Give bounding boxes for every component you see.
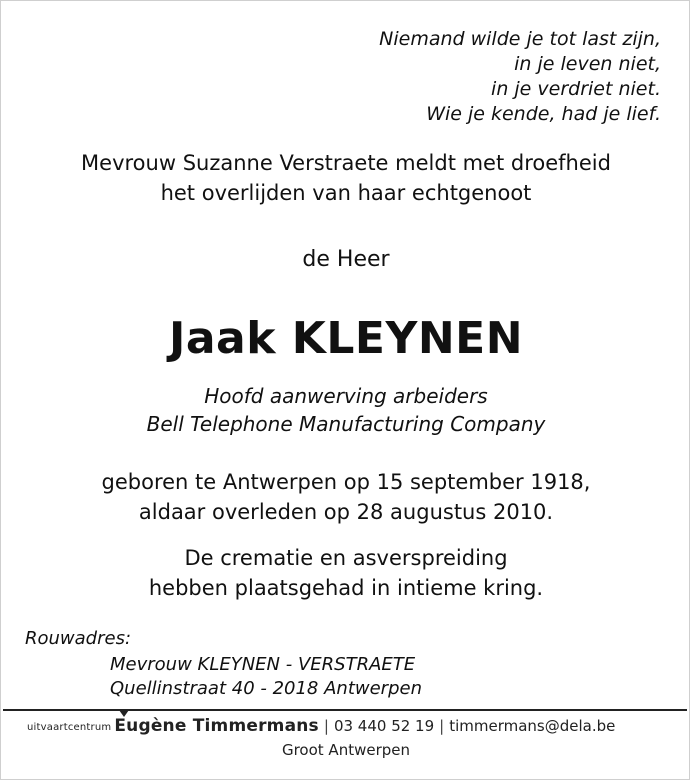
funeral-home-brand: Eugène Timmermans [114,716,319,736]
footer-divider [3,709,687,711]
intro-line: Mevrouw Suzanne Verstraete meldt met droefheid [81,151,611,175]
cremation-line: hebben plaatsgehad in intieme kring. [148,576,544,600]
mourning-address-name: Mevrouw KLEYNEN - VERSTRAETE [110,654,416,675]
poem-line: Niemand wilde je tot last zijn, [379,28,661,50]
cremation-note [1,543,690,603]
footer-separator: | [323,717,329,735]
role-line: Bell Telephone Manufacturing Company [146,412,546,436]
birth-line: geboren te Antwerpen op 15 september 1918, [101,470,591,494]
footer-separator: | [439,717,445,735]
deceased-role [1,382,690,438]
announcement-intro [1,148,690,208]
life-dates [1,467,690,527]
cremation-line: De crematie en asverspreiding [184,546,508,570]
funeral-home-prefix: uitvaartcentrum [27,722,112,733]
death-line: aldaar overleden op 28 augustus 2010. [138,500,554,524]
poem-line: in je verdriet niet. [491,78,661,100]
funeral-home-email: timmermans@dela.be [449,717,616,735]
honorific: de Heer [302,247,390,272]
intro-line: het overlijden van haar echtgenoot [160,181,532,205]
mourning-address-street: Quellinstraat 40 - 2018 Antwerpen [110,678,422,699]
mourning-address-label: Rouwadres: [25,628,132,649]
poem-line: Wie je kende, had je lief. [426,103,661,125]
role-line: Hoofd aanwerving arbeiders [204,384,488,408]
deceased-name: Jaak KLEYNEN [168,313,524,364]
funeral-home-footer [1,714,690,774]
funeral-home-contact [27,715,615,739]
poem-line: in je leven niet, [514,53,661,75]
mourning-address [110,653,422,701]
funeral-home-phone: 03 440 52 19 [333,717,435,735]
triangle-marker-icon [119,710,129,717]
funeral-home-region: Groot Antwerpen [281,741,411,759]
poem [379,27,661,127]
